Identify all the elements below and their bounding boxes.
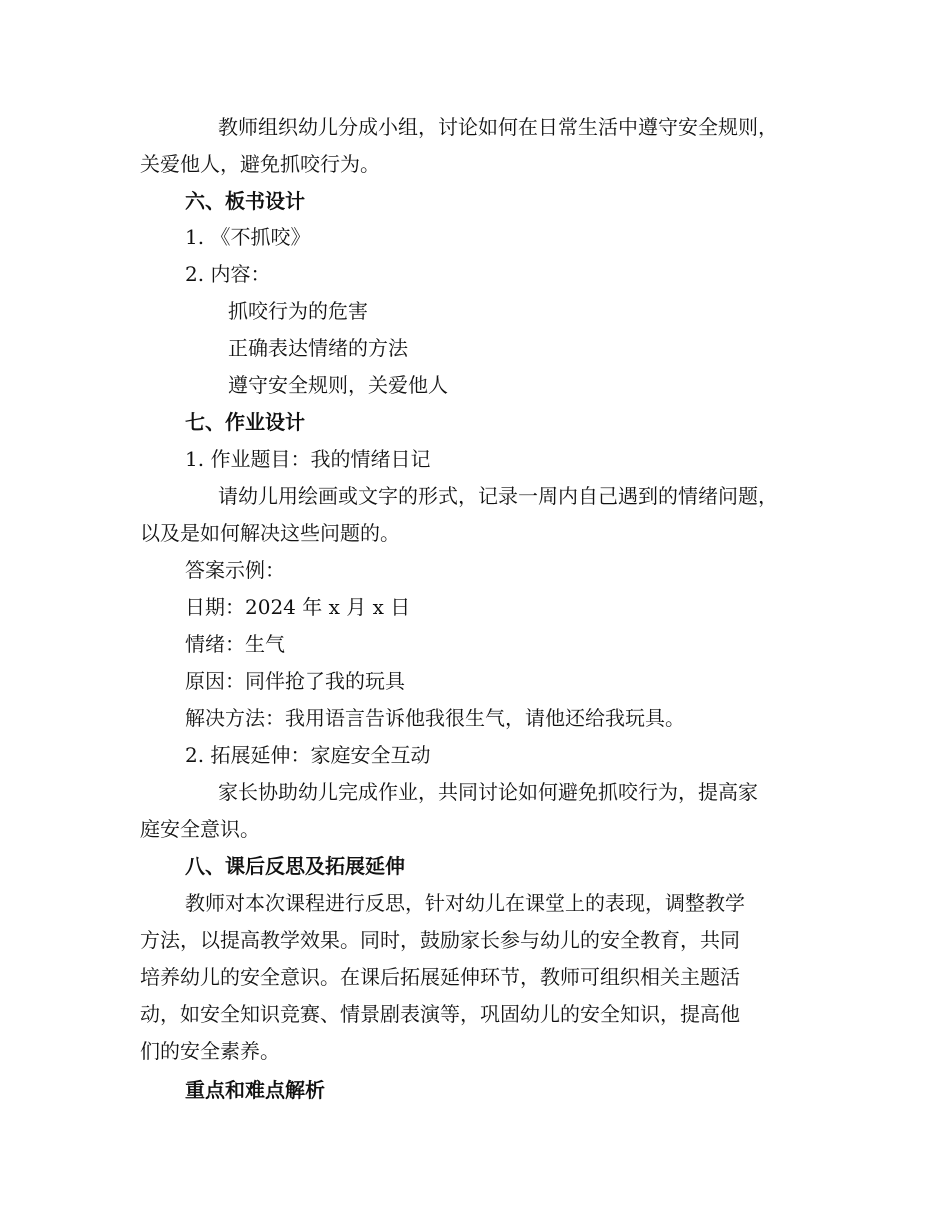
section-heading-key: 重点和难点解析 [185, 1078, 325, 1102]
answer-label: 答案示例： [185, 558, 285, 582]
paragraph-line: 请幼儿用绘画或文字的形式，记录一周内自己遇到的情绪问题， [218, 484, 778, 508]
list-item: 2. 内容： [185, 262, 271, 286]
list-item: 2. 拓展延伸：家庭安全互动 [185, 743, 431, 767]
paragraph-line: 们的安全素养。 [140, 1039, 280, 1063]
paragraph-line: 关爱他人，避免抓咬行为。 [140, 152, 380, 176]
list-item: 1. 作业题目：我的情绪日记 [185, 447, 431, 471]
sub-list-item: 抓咬行为的危害 [228, 299, 368, 323]
answer-line: 原因：同伴抢了我的玩具 [185, 669, 405, 693]
paragraph-line: 教师组织幼儿分成小组，讨论如何在日常生活中遵守安全规则， [218, 115, 778, 139]
paragraph-line: 教师对本次课程进行反思，针对幼儿在课堂上的表现，调整教学 [185, 891, 745, 915]
answer-line: 解决方法：我用语言告诉他我很生气，请他还给我玩具。 [185, 706, 685, 730]
answer-line: 情绪：生气 [185, 632, 285, 656]
sub-list-item: 遵守安全规则，关爱他人 [228, 373, 448, 397]
paragraph-line: 方法，以提高教学效果。同时，鼓励家长参与幼儿的安全教育，共同 [140, 928, 740, 952]
paragraph-line: 家长协助幼儿完成作业，共同讨论如何避免抓咬行为，提高家 [218, 780, 758, 804]
section-heading-7: 七、作业设计 [185, 410, 305, 434]
paragraph-line: 以及是如何解决这些问题的。 [140, 521, 400, 545]
paragraph-line: 动，如安全知识竞赛、情景剧表演等，巩固幼儿的安全知识，提高他 [140, 1002, 740, 1026]
paragraph-line: 培养幼儿的安全意识。在课后拓展延伸环节，教师可组织相关主题活 [140, 965, 740, 989]
sub-list-item: 正确表达情绪的方法 [228, 336, 408, 360]
answer-line: 日期：2024 年 x 月 x 日 [185, 595, 411, 619]
paragraph-line: 庭安全意识。 [140, 817, 260, 841]
section-heading-8: 八、课后反思及拓展延伸 [185, 854, 405, 878]
section-heading-6: 六、板书设计 [185, 189, 305, 213]
list-item: 1. 《不抓咬》 [185, 225, 311, 249]
